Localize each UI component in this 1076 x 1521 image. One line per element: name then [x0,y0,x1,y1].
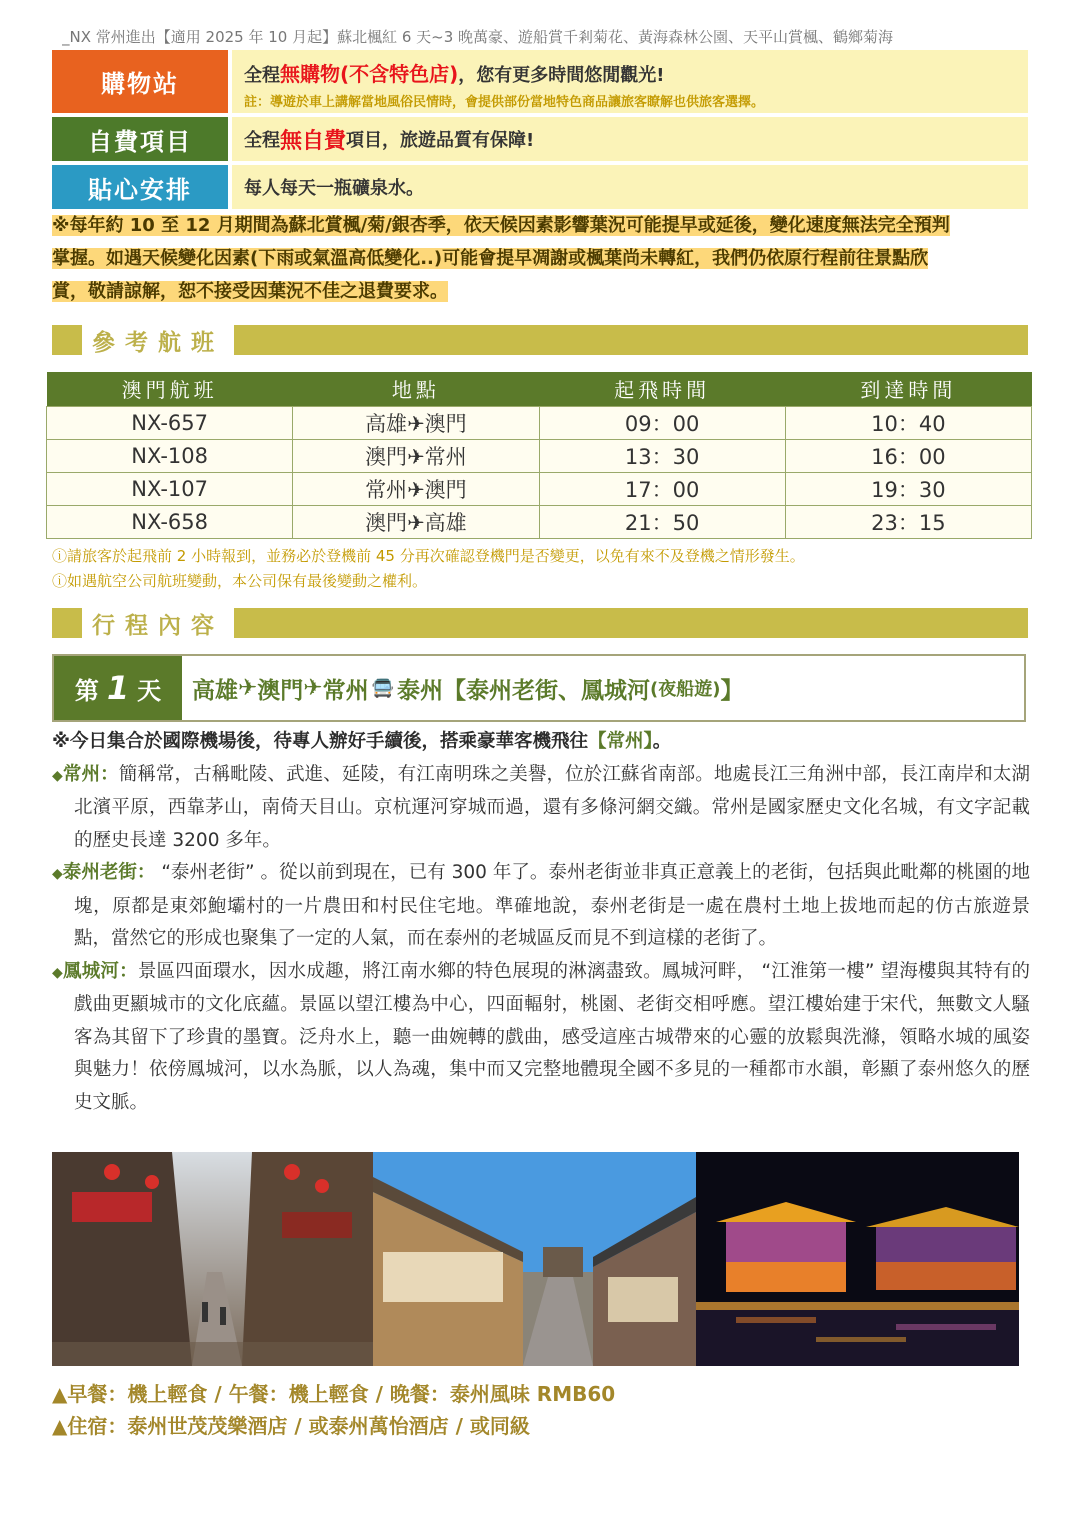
day-1-header [52,654,1026,722]
optional-tag: 自費項目 [52,117,228,161]
flights-section-header: 參考航班 [52,325,1028,355]
flight-table [46,372,1032,539]
diamond-bullet-icon: ◆ [52,964,63,981]
care-body: 每人每天一瓶礦泉水。 [232,165,1028,209]
paragraph-fengcheng-river: ◆鳳城河：景區四面環水，因水成趣，將江南水鄉的特色展現的淋漓盡致。鳳城河畔， “江淮第一樓” 望海樓與其特有的戲曲更顯城市的文化底蘊。景區以望江樓為中心，四面輻射，桃園、老街交相呼應。望江樓始建于宋代，無數文人騷客為其留下了珍貴的墨寶。泛舟水上，聽一曲婉轉的戲曲，感受這座古城帶來的心靈的放鬆與洗滌，領略水城的風姿與魅力！依傍鳳城河，以水為脈，以人為魂，集中而又完整地體現全國不多見的一種都市水韻，彰顯了泰州悠久的歷史文脈。 [52,960,1030,1113]
itinerary-section-header: 行程內容 [52,608,1028,638]
plane-icon: ✈ [303,675,323,701]
optional-row [52,117,1028,161]
plane-icon: ✈ [407,477,425,502]
page-header: _NX 常州進出【適用 2025 年 10 月起】蘇北楓紅 6 天~3 晚萬豪、遊船賞千剎菊花、黃海森林公園、天平山賞楓、鶴鄉菊海 [62,28,894,46]
care-tag: 貼心安排 [52,165,228,209]
season-warning: ※每年約 10 至 12 月期間為蘇北賞楓/菊/銀杏季，依天候因素影響葉況可能提早或延後，變化速度無法完全預判 掌握。如遇天候變化因素(下雨或氣溫高低變化..)可能會提早凋謝或楓葉尚未轉紅，我們仍依原行程前往景點欣 賞，敬請諒解，恕不接受因葉況不佳之退費要求。 [52,215,950,302]
shopping-row [52,50,1028,113]
photo-strip [52,1152,1019,1366]
optional-body: 全程 無自費 項目，旅遊品質有保障! [232,117,1028,161]
shopping-note: 註：導遊於車上講解當地風俗民情時，會提供部份當地特色商品讓旅客瞭解也供旅客選擇。 [244,95,765,110]
checkin-notice: ⓘ請旅客於起飛前 2 小時報到，並務必於登機前 45 分再次確認登機門是否變更，以免有來不及登機之情形發生。 [52,547,805,565]
fengcheng-river-night-photo [696,1152,1019,1366]
day-1-content [52,726,1030,1119]
care-row [52,165,1028,209]
diamond-bullet-icon: ◆ [52,866,63,882]
plane-icon: ✈ [407,510,425,535]
day-1-lead: ※今日集合於國際機場後，待專人辦好手續後，搭乘豪華客機飛往【常州】。 [52,731,672,752]
plane-icon: ✈ [407,411,425,436]
paragraph-changzhou: ◆常州：簡稱常，古稱毗陵、武進、延陵，有江南明珠之美譽，位於江蘇省南部。地處長江三角洲中部，長江南岸和太湖北濱平原，西靠茅山，南倚天目山。京杭運河穿城而過，還有多條河網交織。常州是國家歷史文化名城，有文字記載的歷史長達 3200 多年。 [52,763,1030,851]
day-route: 高雄 ✈ 澳門 ✈ 常州 🚍 泰州 【泰州老街、鳳城河 (夜船遊) 】 [192,675,744,704]
plane-icon: ✈ [238,675,258,701]
table-row: NX-108 澳門✈常州 13：30 16：00 [47,439,1032,472]
meals-line: ▲早餐：機上輕食 / 午餐：機上輕食 / 晚餐：泰州風味 RMB60 [52,1382,616,1406]
old-street-photo-1 [52,1152,373,1366]
plane-icon: ✈ [407,444,425,469]
no-optional-highlight: 無自費 [280,128,347,154]
table-header-row: 澳門航班 地點 起飛時間 到達時間 [47,372,1032,406]
shopping-body: 全程無購物(不含特色店)，您有更多時間悠閒觀光! 註：導遊於車上講解當地風俗民情時，會提供部份當地特色商品讓旅客瞭解也供旅客選擇。 [232,50,1028,113]
old-street-photo-2 [373,1152,696,1366]
table-row: NX-107 常州✈澳門 17：00 19：30 [47,472,1032,505]
table-row: NX-657 高雄✈澳門 09：00 10：40 [47,406,1032,439]
paragraph-taizhou-old-street: ◆泰州老街： “泰州老街” 。從以前到現在，已有 300 年了。泰州老街並非真正意義上的老街，包括與此毗鄰的桃園的地塊，原都是東郊鮑壩村的一片農田和村民住宅地。準確地說，泰州老街是一處在農村土地上拔地而起的仿古旅遊景點，當然它的形成也聚集了一定的人氣，而在泰州的老城區反而見不到這樣的老街了。 [52,862,1030,949]
airline-change-notice: ⓘ如遇航空公司航班變動，本公司保有最後變動之權利。 [52,572,428,590]
day-number: 第 1 天 [54,656,182,720]
no-shopping-highlight: 無購物(不含特色店) [280,62,459,86]
hotel-line: ▲住宿：泰州世茂茂樂酒店 / 或泰州萬怡酒店 / 或同級 [52,1414,530,1438]
shopping-tag: 購物站 [52,50,228,113]
diamond-bullet-icon: ◆ [52,767,63,784]
bus-icon: 🚍 [371,677,394,699]
table-row: NX-658 澳門✈高雄 21：50 23：15 [47,505,1032,538]
